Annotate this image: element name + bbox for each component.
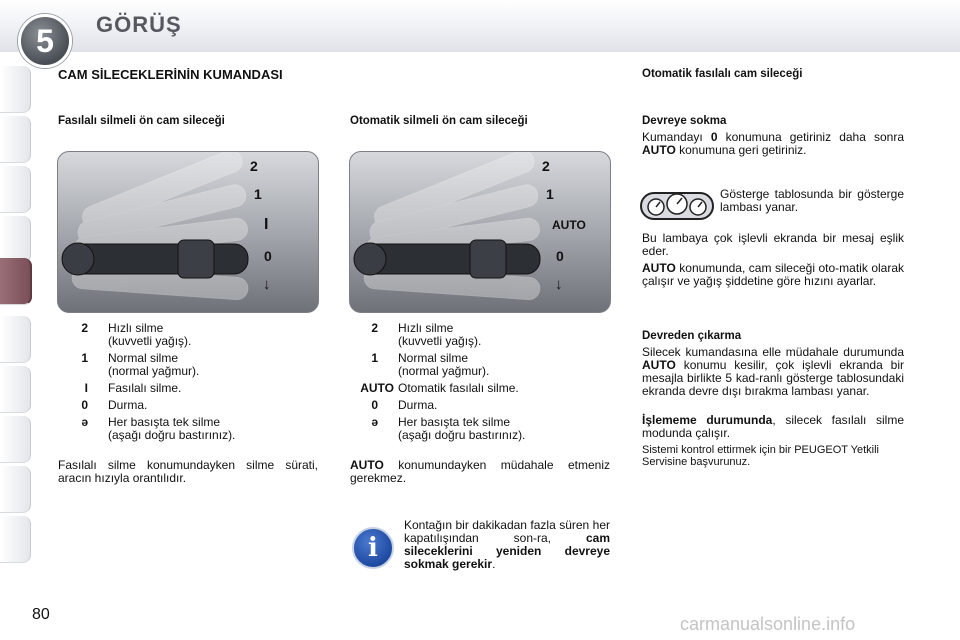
- legend-key: 0: [371, 398, 378, 412]
- activation-pre: Kumandayı: [642, 130, 711, 144]
- legend-line1: Fasılalı silme.: [108, 381, 182, 395]
- legend-line1: Normal silme: [398, 351, 469, 365]
- info-text-post: .: [492, 557, 496, 571]
- activation-title: Devreye sokma: [642, 115, 727, 127]
- legend-key: 1: [81, 351, 88, 365]
- legend-line1: Hızlı silme: [398, 321, 454, 335]
- side-tab-10[interactable]: [0, 516, 31, 563]
- fail-rest: , silecek fasılalı silme modunda çalışır.: [642, 413, 905, 440]
- lamp-text: Bu lambaya çok işlevli ekranda bir mesaj eşlik eder.: [642, 231, 904, 258]
- legend-line2: (aşağı doğru bastırınız).: [108, 428, 236, 442]
- col1-note: Fasılalı silme konumundayken silme sürati, aracın hızıyla orantılıdır.: [58, 458, 318, 485]
- side-tab-8[interactable]: [0, 416, 31, 463]
- wiper-stalk-photo-right: [349, 151, 611, 313]
- deact-post: konumu kesilir, çok işlevli ekranda bir mesajla birlikte 5 kad-ranlı gösterge tablosundaki ekranda devre dışı bırakma lambası yanar.: [642, 358, 904, 398]
- position-label-left-down: ↓: [263, 276, 271, 293]
- instrument-cluster-icon: [640, 190, 714, 220]
- legend-row: [60, 416, 310, 442]
- activation-bold-0: 0: [710, 130, 718, 144]
- legend-value: [398, 382, 610, 395]
- legend-row: [350, 416, 610, 442]
- chapter-title: GÖRÜŞ: [96, 12, 182, 37]
- legend-row: [60, 352, 310, 378]
- page-number: 80: [32, 606, 50, 623]
- position-label-left-0: 0: [264, 248, 272, 264]
- legend-key: I: [84, 381, 88, 395]
- legend-key: ǝ: [81, 415, 88, 429]
- side-tab-4[interactable]: [0, 216, 31, 263]
- legend-value: [398, 322, 610, 348]
- legend-line1: Otomatik fasılalı silme.: [398, 381, 519, 395]
- side-tab-5[interactable]: [0, 258, 32, 305]
- legend-line2: (normal yağmur).: [398, 364, 490, 378]
- legend-value: [108, 382, 310, 395]
- legend-value: [398, 416, 610, 442]
- col2-note-bold: AUTO: [350, 458, 384, 472]
- col1-title: Fasılalı silmeli ön cam sileceği: [58, 115, 225, 127]
- legend-line1: Durma.: [108, 398, 148, 412]
- legend-line1: Her basışta tek silme: [108, 415, 221, 429]
- section-title: CAM SİLECEKLERİNİN KUMANDASI: [58, 67, 283, 82]
- legend-row: [350, 399, 610, 412]
- auto-text: [642, 262, 904, 288]
- legend-value: [108, 322, 310, 348]
- legend-key: 2: [371, 321, 378, 335]
- legend-line1: Hızlı silme: [108, 321, 164, 335]
- legend-line2: (normal yağmur).: [108, 364, 200, 378]
- auto-rest: konumunda, cam sileceği oto-matik olarak çalışır ve yağış şiddetine göre hızını ayarlar.: [642, 261, 904, 288]
- legend-line2: (aşağı doğru bastırınız).: [398, 428, 526, 442]
- activation-mid: konumuna getiriniz daha sonra: [717, 130, 904, 144]
- position-label-right-auto: AUTO: [552, 218, 586, 232]
- legend-line2: (kuvvetli yağış).: [108, 334, 192, 348]
- info-text-pre: Kontağın bir dakikadan fazla süren her kapatılışından son-ra,: [404, 518, 610, 545]
- legend-value: [108, 416, 310, 442]
- position-label-right-down: ↓: [555, 276, 563, 293]
- service-text: Sistemi kontrol ettirmek için bir PEUGEOT Yetkili Servisine başvurunuz.: [642, 444, 879, 468]
- wiper-stalk-photo-left: [57, 151, 319, 313]
- deact-bold: AUTO: [642, 358, 676, 372]
- legend-key: ǝ: [371, 415, 378, 429]
- legend-value: [108, 352, 310, 378]
- info-text-bold: cam sileceklerini yeniden devreye sokmak gerekir: [404, 531, 610, 571]
- side-tab-6[interactable]: [0, 316, 31, 363]
- legend-line1: Her basışta tek silme: [398, 415, 511, 429]
- wiper-stalk-drawing-left: [58, 152, 318, 312]
- col1-legend: [60, 322, 310, 446]
- position-label-right-2: 2: [542, 158, 550, 174]
- col2-legend: [350, 322, 610, 446]
- side-tabs: [0, 66, 40, 576]
- info-icon: i: [352, 527, 394, 569]
- legend-line1: Durma.: [398, 398, 438, 412]
- info-text: [404, 519, 610, 571]
- col2-note-rest: konumundayken müdahale etmeniz gerekmez.: [350, 458, 610, 485]
- legend-value: [108, 399, 310, 412]
- legend-row: [350, 382, 610, 395]
- position-label-left-1: 1: [254, 186, 262, 202]
- watermark: carmanualsonline.info: [680, 614, 856, 634]
- position-label-right-0: 0: [556, 248, 564, 264]
- side-tab-7[interactable]: [0, 366, 31, 413]
- side-tab-9[interactable]: [0, 466, 31, 513]
- legend-key: AUTO: [360, 381, 394, 395]
- legend-line1: Normal silme: [108, 351, 179, 365]
- deact-pre: Silecek kumandasına elle müdahale durumunda: [642, 345, 904, 359]
- activation-text: [642, 131, 904, 157]
- side-tab-1[interactable]: [0, 66, 31, 113]
- col3-title: Otomatik fasılalı cam sileceği: [642, 68, 803, 80]
- fail-bold: İşlememe durumunda: [642, 413, 773, 427]
- position-label-left-I: I: [264, 216, 269, 233]
- gauge-text: Gösterge tablosunda bir gösterge lambası yanar.: [720, 187, 904, 214]
- chapter-badge: 5: [18, 14, 72, 68]
- col2-title: Otomatik silmeli ön cam sileceği: [350, 115, 528, 127]
- legend-row: [350, 352, 610, 378]
- legend-row: [60, 399, 310, 412]
- side-tab-2[interactable]: [0, 116, 31, 163]
- activation-post: konumuna geri getiriniz.: [675, 143, 807, 157]
- legend-key: 1: [371, 351, 378, 365]
- legend-row: [60, 322, 310, 348]
- failure-text: [642, 414, 904, 440]
- legend-value: [398, 352, 610, 378]
- legend-row: [60, 382, 310, 395]
- deactivation-text: [642, 346, 904, 398]
- wiper-stalk-drawing-right: [350, 152, 610, 312]
- side-tab-3[interactable]: [0, 166, 31, 213]
- legend-row: [350, 322, 610, 348]
- deactivation-title: Devreden çıkarma: [642, 330, 742, 342]
- legend-value: [398, 399, 610, 412]
- auto-bold: AUTO: [642, 261, 676, 275]
- col2-note: [350, 459, 610, 485]
- activation-bold-auto: AUTO: [642, 143, 676, 157]
- legend-key: 2: [81, 321, 88, 335]
- legend-key: 0: [81, 398, 88, 412]
- position-label-right-1: 1: [546, 186, 554, 202]
- position-label-left-2: 2: [250, 158, 258, 174]
- legend-line2: (kuvvetli yağış).: [398, 334, 482, 348]
